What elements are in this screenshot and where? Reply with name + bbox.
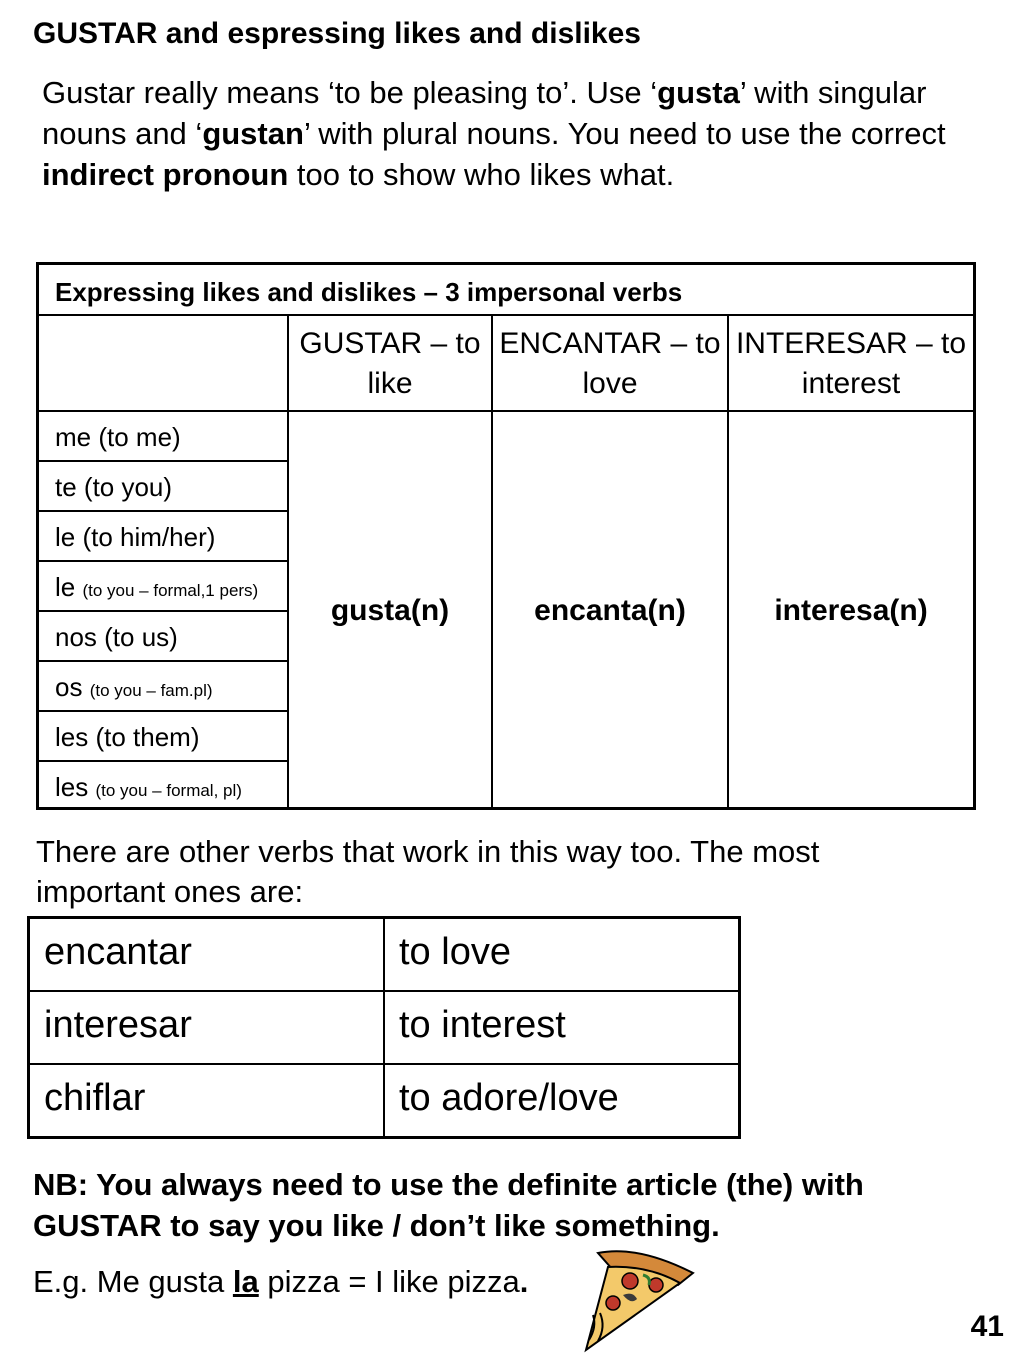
- column-header-interesar: INTERESAR – to interest: [729, 316, 973, 412]
- form-encantar: encanta(n): [493, 412, 729, 807]
- empty-corner-cell: [39, 316, 289, 412]
- pizza-slice-icon: [568, 1245, 698, 1355]
- definite-article: la: [232, 1264, 259, 1299]
- intro-gustan: gustan: [202, 116, 304, 151]
- pronoun-row: les (to you – formal, pl): [39, 762, 289, 807]
- page-number: 41: [970, 1310, 1004, 1343]
- form-gustar: gusta(n): [289, 412, 493, 807]
- pronoun-row: le (to you – formal,1 pers): [39, 562, 289, 612]
- verb-english: to interest: [385, 992, 738, 1065]
- pronoun-row: le (to him/her): [39, 512, 289, 562]
- impersonal-verbs-table: [36, 262, 976, 810]
- example-sentence: E.g. Me gusta la pizza = I like pizza.: [33, 1264, 529, 1299]
- intro-paragraph: [42, 72, 962, 195]
- other-verbs-intro: There are other verbs that work in this way too. The most important ones are:: [36, 834, 820, 909]
- verb-english: to love: [385, 919, 738, 992]
- verb-spanish: chiflar: [30, 1065, 385, 1136]
- pronoun-row: me (to me): [39, 412, 289, 462]
- intro-text-4: too to show who likes what.: [288, 157, 675, 192]
- verb-english: to adore/love: [399, 1077, 619, 1119]
- table-title: Expressing likes and dislikes – 3 impersonal verbs: [39, 265, 973, 316]
- verb-spanish: encantar: [30, 919, 385, 992]
- verb-spanish: interesar: [30, 992, 385, 1065]
- page-heading: GUSTAR and espressing likes and dislikes: [33, 17, 641, 50]
- pronoun-row: nos (to us): [39, 612, 289, 662]
- nb-note: NB: You always need to use the definite article (the) with GUSTAR to say you like / don’t like something.: [33, 1167, 864, 1243]
- intro-text-3: ’ with plural nouns. You need to use the correct: [303, 116, 946, 151]
- pronoun-row: os (to you – fam.pl): [39, 662, 289, 712]
- intro-gusta: gusta: [657, 75, 740, 110]
- pronoun-row: te (to you): [39, 462, 289, 512]
- column-header-encantar: ENCANTAR – to love: [493, 316, 729, 412]
- other-verbs-table: [27, 916, 741, 1139]
- pronoun-row: les (to them): [39, 712, 289, 762]
- intro-text-2: ’ with singular nouns and ‘: [42, 75, 927, 151]
- intro-text-1: Gustar really means ‘to be pleasing to’. Use ‘: [42, 75, 658, 110]
- intro-indirect-pronoun: indirect pronoun: [42, 157, 289, 192]
- column-header-gustar: GUSTAR – to like: [289, 316, 493, 412]
- form-interesar: interesa(n): [774, 594, 928, 627]
